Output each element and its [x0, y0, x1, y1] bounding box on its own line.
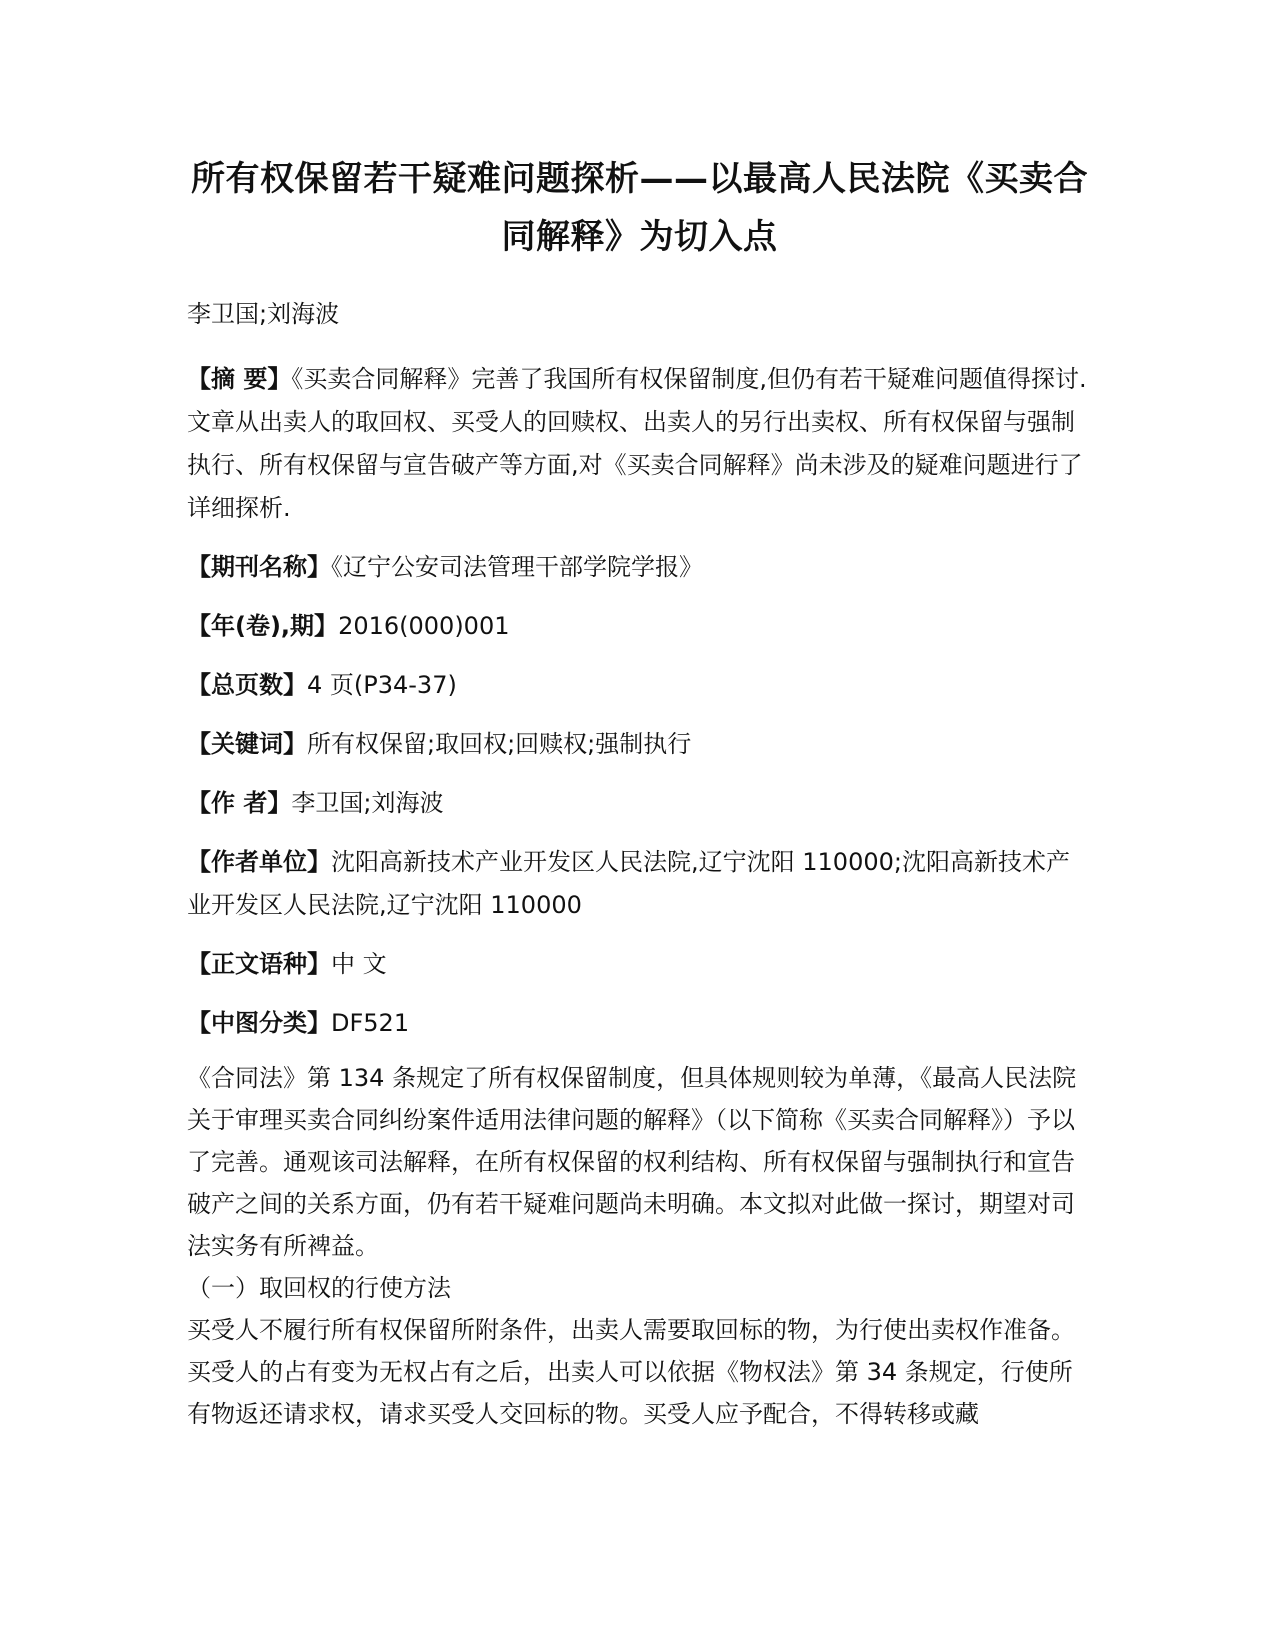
year-issue-value: 2016(000)001 — [338, 612, 510, 640]
journal-field — [187, 546, 1092, 589]
abstract-text: 《买卖合同解释》完善了我国所有权保留制度,但仍有若干疑难问题值得探讨.文章从出卖人的取回权、买受人的回赎权、出卖人的另行出卖权、所有权保留与强制执行、所有权保留与宣告破产等方面,对《买卖合同解释》尚未涉及的疑难问题进行了详细探析. — [187, 365, 1087, 522]
pages-label: 【总页数】 — [187, 671, 307, 699]
keywords-field — [187, 723, 1092, 766]
intro-paragraph: 《合同法》第 134 条规定了所有权保留制度，但具体规则较为单薄，《最高人民法院关于审理买卖合同纠纷案件适用法律问题的解释》（以下简称《买卖合同解释》）予以了完善。通观该司法解释，在所有权保留的权利结构、所有权保留与强制执行和宣告破产之间的关系方面，仍有若干疑难问题尚未明确。本文拟对此做一探讨，期望对司法实务有所裨益。 — [187, 1064, 1077, 1260]
author-label: 【作 者】 — [187, 789, 292, 817]
abstract-field — [187, 358, 1092, 530]
body-text — [187, 1057, 1092, 1435]
document-page — [187, 150, 1092, 1435]
document-title: 所有权保留若干疑难问题探析——以最高人民法院《买卖合同解释》为切入点 — [191, 159, 1088, 257]
classification-value: DF521 — [331, 1009, 410, 1037]
language-field — [187, 943, 1092, 986]
journal-value: 《辽宁公安司法管理干部学院学报》 — [331, 553, 703, 581]
authors-line: 李卫国;刘海波 — [187, 300, 340, 328]
classification-label: 【中图分类】 — [187, 1009, 331, 1037]
affiliation-label: 【作者单位】 — [187, 848, 331, 876]
affiliation-field — [187, 841, 1092, 927]
author-value: 李卫国;刘海波 — [291, 789, 444, 817]
keywords-value: 所有权保留;取回权;回赎权;强制执行 — [307, 730, 692, 758]
keywords-label: 【关键词】 — [187, 730, 307, 758]
language-label: 【正文语种】 — [187, 950, 331, 978]
section-paragraph: 买受人不履行所有权保留所附条件，出卖人需要取回标的物，为行使出卖权作准备。买受人的占有变为无权占有之后，出卖人可以依据《物权法》第 34 条规定，行使所有物返还请求权，请求买受人交回标的物。买受人应予配合，不得转移或藏 — [187, 1316, 1075, 1428]
pages-field — [187, 664, 1092, 707]
section-heading: （一）取回权的行使方法 — [187, 1274, 451, 1302]
year-issue-label: 【年(卷),期】 — [187, 612, 339, 640]
language-value: 中 文 — [331, 950, 387, 978]
abstract-label: 【摘 要】 — [187, 365, 292, 393]
year-issue-field — [187, 605, 1092, 648]
pages-value: 4 页(P34-37) — [307, 671, 457, 699]
journal-label: 【期刊名称】 — [187, 553, 331, 581]
author-field — [187, 782, 1092, 825]
affiliation-value: 沈阳高新技术产业开发区人民法院,辽宁沈阳 110000;沈阳高新技术产业开发区人民法院,辽宁沈阳 110000 — [187, 848, 1070, 919]
classification-field — [187, 1002, 1092, 1045]
